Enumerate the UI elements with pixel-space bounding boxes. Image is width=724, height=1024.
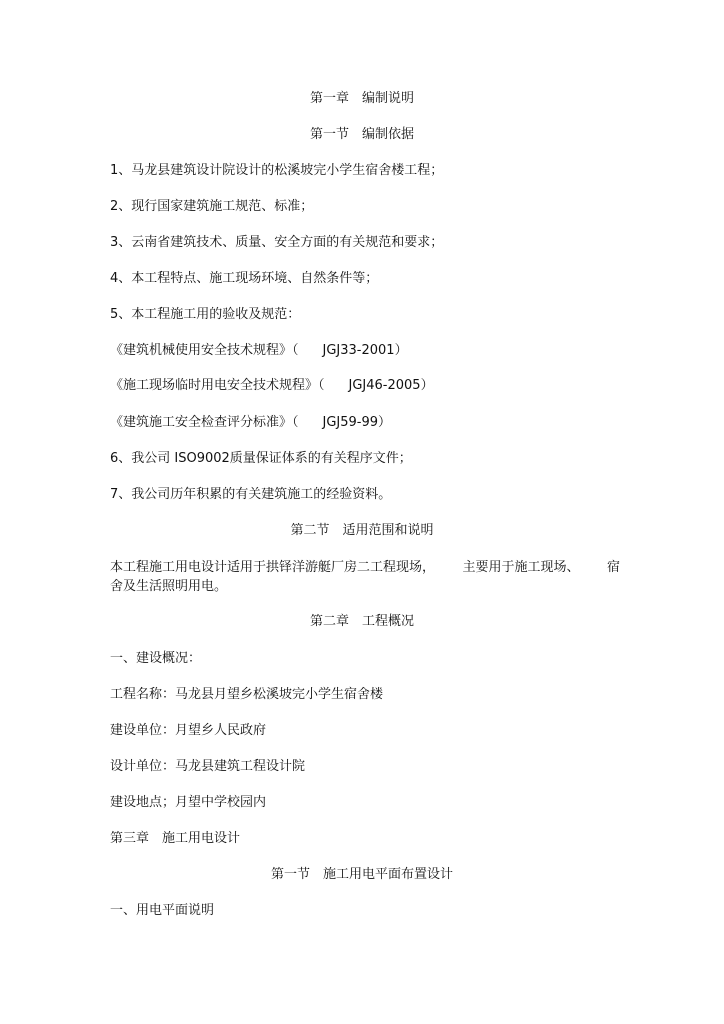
scope-text-part-1: 本工程施工用电设计适用于拱铎洋游艇厂房二工程现场，	[110, 560, 436, 575]
scope-line-2: 舍及生活照明用电。	[110, 579, 228, 594]
chapter-1-title: 第一章 编制说明	[309, 91, 414, 106]
basis-item-7: 7、我公司历年积累的有关建筑施工的经验资料。	[110, 487, 392, 502]
scope-text-part-3: 宿	[606, 560, 620, 575]
basis-item-1: 1、马龙县建筑设计院设计的松溪坡完小学生宿舍楼工程；	[110, 163, 444, 178]
standard-name: 《建筑机械使用安全技术规程》（	[110, 343, 299, 358]
basis-item-6: 6、我公司 ISO9002质量保证体系的有关程序文件；	[110, 451, 412, 466]
chapter-2-title: 第二章 工程概况	[309, 614, 414, 629]
scope-line-1	[110, 558, 620, 577]
standard-name: 《施工现场临时用电安全技术规程》（	[110, 378, 325, 393]
standard-item-1	[110, 342, 408, 360]
standard-code: JGJ33-2001）	[322, 343, 408, 358]
standard-item-2	[110, 377, 434, 395]
basis-item-5: 5、本工程施工用的验收及规范：	[110, 307, 301, 322]
basis-item-3: 3、云南省建筑技术、质量、安全方面的有关规范和要求；	[110, 235, 444, 250]
power-layout-heading: 一、用电平面说明	[110, 903, 215, 918]
chapter-1-section-2-title: 第二节 适用范围和说明	[290, 523, 434, 538]
project-name: 工程名称：马龙县月望乡松溪坡完小学生宿舍楼	[110, 687, 384, 702]
owner-unit: 建设单位：月望乡人民政府	[110, 723, 267, 738]
design-unit: 设计单位：马龙县建筑工程设计院	[110, 759, 306, 774]
basis-item-2: 2、现行国家建筑施工规范、标准；	[110, 199, 314, 214]
standard-name: 《建筑施工安全检查评分标准》（	[110, 415, 299, 430]
standard-code: JGJ59-99）	[322, 415, 392, 430]
basis-item-4: 4、本工程特点、施工现场环境、自然条件等；	[110, 271, 379, 286]
standard-item-3	[110, 414, 391, 432]
chapter-3-title: 第三章 施工用电设计	[110, 831, 241, 846]
scope-text-part-2: 主要用于施工现场、	[462, 560, 580, 575]
construction-site: 建设地点；月望中学校园内	[110, 795, 267, 810]
chapter-3-section-1-title: 第一节 施工用电平面布置设计	[270, 867, 453, 882]
scope-paragraph	[110, 558, 620, 596]
overview-heading: 一、建设概况：	[110, 651, 202, 666]
standard-code: JGJ46-2005）	[348, 378, 434, 393]
chapter-1-section-1-title: 第一节 编制依据	[309, 127, 414, 142]
